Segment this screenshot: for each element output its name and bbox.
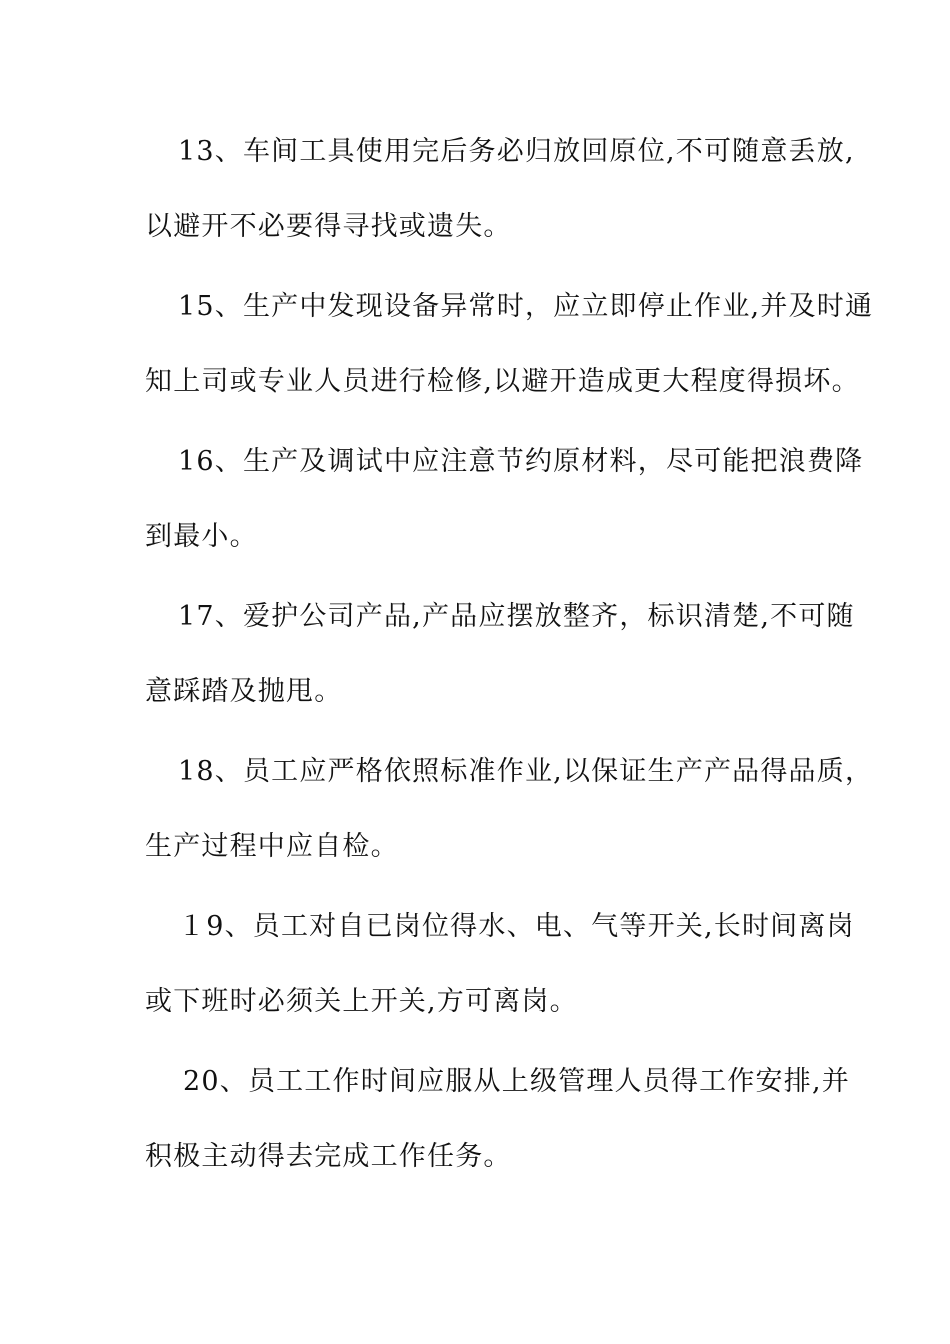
- paragraph-18-line-2: 生产过程中应自检。: [145, 831, 399, 862]
- paragraph-19-line-2: 或下班时必须关上开关,方可离岗。: [145, 986, 578, 1017]
- paragraph-13-line-2: 以避开不必要得寻找或遗失。: [145, 211, 512, 242]
- paragraph-15-line-1: 15、生产中发现设备异常时，应立即停止作业,并及时通: [178, 291, 874, 322]
- paragraph-17-line-1: 17、爱护公司产品,产品应摆放整齐，标识清楚,不可随: [178, 601, 855, 632]
- paragraph-16-line-2: 到最小。: [145, 521, 258, 552]
- paragraph-20-line-1: 20、员工工作时间应服从上级管理人员得工作安排,并: [183, 1066, 850, 1097]
- paragraph-15-line-2: 知上司或专业人员进行检修,以避开造成更大程度得损坏。: [145, 366, 860, 397]
- paragraph-16-line-1: 16、生产及调试中应注意节约原材料，尽可能把浪费降: [178, 446, 864, 477]
- paragraph-20-line-2: 积极主动得去完成工作任务。: [145, 1141, 512, 1172]
- paragraph-13-line-1: 13、车间工具使用完后务必归放回原位,不可随意丢放,: [178, 136, 855, 167]
- paragraph-17-line-2: 意踩踏及抛甩。: [145, 676, 343, 707]
- paragraph-18-line-1: 18、员工应严格依照标准作业,以保证生产产品得品质，: [178, 756, 874, 787]
- paragraph-19-line-1: １9、员工对自已岗位得水、电、气等开关,长时间离岗: [178, 911, 855, 942]
